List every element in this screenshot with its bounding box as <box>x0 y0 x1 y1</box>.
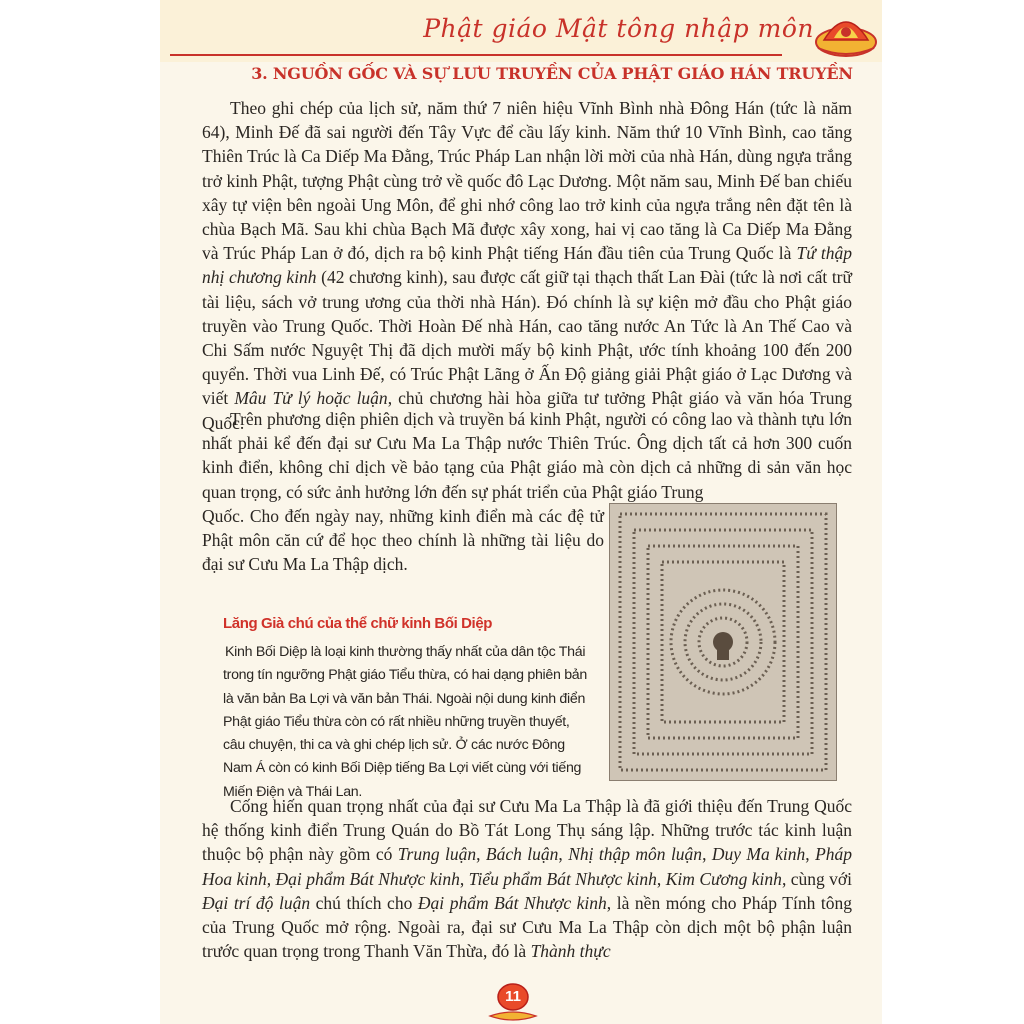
mandala-sutra-image-icon <box>609 503 837 781</box>
header-rule <box>170 54 782 56</box>
p3-run: Pháp Hoa kinh <box>202 844 853 889</box>
paragraph-origin <box>202 96 852 435</box>
p3-run: Trung luận <box>397 844 477 865</box>
p3-run: , cùng với <box>781 868 853 889</box>
section-heading: 3. NGUỒN GỐC VÀ SỰ LƯU TRUYỀN CỦA PHẬT GIÁO HÁN TRUYỀN <box>251 64 853 83</box>
lotus-ornament-icon <box>810 2 882 62</box>
page-number-badge <box>486 982 540 1024</box>
p3-run: Cống hiến quan trọng nhất của đại sư Cưu Ma La Thập là đã giới thiệu đến Trung Quốc hệ thống kinh điển Trung Quán do Bồ Tát Long Thụ sáng lập. Những trước tác kinh luận thuộc bộ phận này gồm có <box>202 796 852 865</box>
p1-run: Tứ thập nhị chương kinh <box>202 243 852 288</box>
p3-run: Đại phẩm Bát Nhược kinh <box>275 868 460 889</box>
paragraph-translation-full: Trên phương diện phiên dịch và truyền bá kinh Phật, người có công lao và thành tựu lớn nhất phải kể đến đại sư Cưu Ma La Thập nước Thiên Trúc. Ông dịch tất cả hơn 300 cuốn kinh điển, không chỉ dịch về bảo tạng của Phật giáo mà còn dịch cả những di sản văn học quan trọng, có sức ảnh hưởng lớn đến sự phát triển của Phật giáo Trung <box>202 409 852 502</box>
p3-run: , <box>558 844 569 865</box>
p3-run: , <box>656 868 666 889</box>
p3-run: , <box>476 844 486 865</box>
p3-run: Bách luận <box>485 844 559 865</box>
p3-run: Đại trí độ luận <box>202 892 311 913</box>
book-page <box>160 0 882 1024</box>
running-header-title: Phật giáo Mật tông nhập môn <box>423 14 814 43</box>
p1-run: Theo ghi chép của lịch sử, năm thứ 7 niên hiệu Vĩnh Bình nhà Đông Hán (tức là năm 64), Minh Đế đã sai người đến Tây Vực để cầu lấy kinh. Năm thứ 10 Vĩnh Bình, cao tăng Thiên Trúc là Ca Diếp Ma Đằng, Trúc Pháp Lan nhận lời mời của nhà Hán, dùng ngựa trắng trở kinh Phật, tượng Phật cùng trở về quốc đô Lạc Dương. Một năm sau, Minh Đế ban chiếu xây tự viện bên ngoài Ung Môn, để ghi nhớ công lao trở kinh của ngựa trắng nên đặt tên là chùa Bạch Mã. Sau khi chùa Bạch Mã được xây xong, hai vị cao tăng là Ca Diếp Ma Đằng và Trúc Pháp Lan ở đó, dịch ra bộ kinh Phật tiếng Hán đầu tiên của Trung Quốc là <box>202 98 852 264</box>
p1-run: (42 chương kinh), sau được cất giữ tại thạch thất Lan Đài (tức là nơi cất trữ tài liệu, sách vở trung ương của thời nhà Hán). Đó chính là sự kiện mở đầu cho Phật giáo truyền vào Trung Quốc. Thời Hoàn Đế nhà Hán, cao tăng nước An Tức là An Thế Cao và Chi Sấm nước Nguyệt Thị đã dịch mười mấy bộ kinh Phật, ước tính khoảng 100 đến 200 quyển. Thời vua Linh Đế, có Trúc Phật Lãng ở Ấn Độ giảng giải Phật giáo ở Lạc Dương và viết <box>202 267 852 409</box>
p3-run: Nhị thập môn luận <box>568 844 703 865</box>
page-number: 11 <box>505 988 521 1005</box>
p3-run: , <box>702 844 712 865</box>
p3-run: , <box>266 868 276 889</box>
p3-run: , <box>459 868 469 889</box>
p3-run: , là nền móng cho Pháp Tính tông của Trung Quốc mở rộng. Ngoài ra, đại sư Cưu Ma La Thập còn dịch một bộ phận luận trước quan trọng trong Thanh Văn Thừa, đó là <box>202 892 852 962</box>
paragraph-contribution <box>202 794 852 963</box>
p1-run: , chủ chương hài hòa giữa tư tưởng Phật giáo và văn hóa Trung Quốc. <box>202 388 852 433</box>
p3-run: Đại phẩm Bát Nhược kinh <box>417 892 607 913</box>
p1-run: Mâu Tử lý hoặc luận <box>234 388 388 409</box>
p3-run: Duy Ma kinh <box>711 844 806 865</box>
paragraph-translation-wrap: Quốc. Cho đến ngày nay, những kinh điển mà các đệ tử Phật môn căn cứ để học theo chính là những tài liệu do đại sư Cưu Ma La Thập dịch. <box>202 505 604 575</box>
sidebar-paragraph: Kinh Bối Diệp là loại kinh thường thấy nhất của dân tộc Thái trong tín ngưỡng Phật giáo Tiểu thừa, có hai dạng phiên bản là văn bản Ba Lợi và văn bản Thái. Ngoài nội dung kinh điển Phật giáo Tiểu thừa còn có rất nhiều những truyền thuyết, câu chuyện, thi ca và ghi chép lịch sử. Ở các nước Đông Nam Á còn có kinh Bối Diệp tiếng Ba Lợi viết cùng với tiếng Miến Điện và Thái Lan. <box>223 644 587 800</box>
p3-run: Kim Cương kinh <box>665 868 782 889</box>
p3-run: Thành thực <box>530 941 611 962</box>
sidebar-heading: Lăng Già chú của thể chữ kinh Bối Diệp <box>223 615 493 632</box>
p3-run: Tiểu phẩm Bát Nhược kinh <box>468 868 657 889</box>
p3-run: chú thích cho <box>310 892 418 913</box>
p3-run: , <box>805 844 816 865</box>
